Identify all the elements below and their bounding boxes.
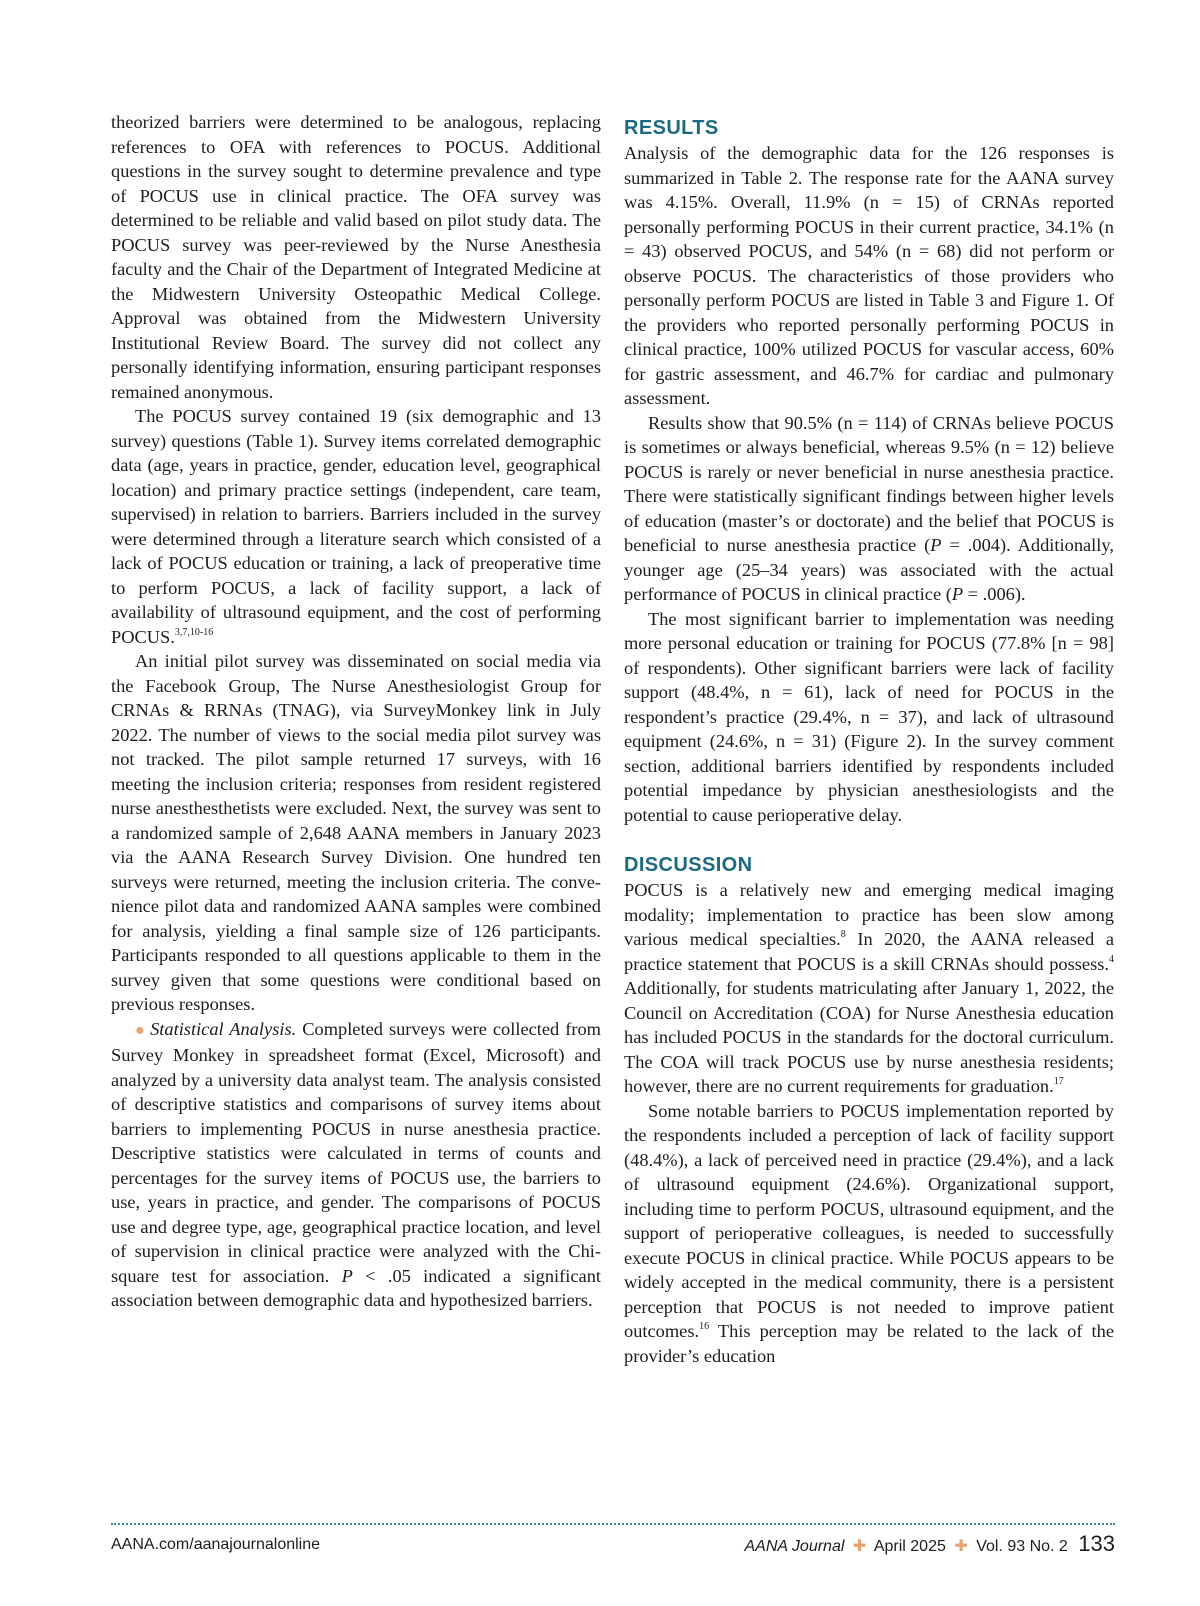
subsection-heading: Statistical Analysis. xyxy=(150,1018,297,1039)
paragraph-methods-continued: theorized barriers were determined to be analogous, replacing references to OFA with references to POCUS. Additional questions in the survey sought to determine prevalence and type of POCUS use in clinical practice. The OFA survey was determined to be reliable and valid based on pilot study data. The POCUS survey was peer-reviewed by the Nurse Anesthesia faculty and the Chair of the Department of Integrated Medicine at the Midwestern University Osteopathic Medical College. Approval was obtained from the Midwestern University Institutional Review Board. The survey did not collect any personally identifying information, ensuring participant responses remained anonymous. xyxy=(111,112,601,402)
citation-ref: 8 xyxy=(840,929,846,940)
left-column xyxy=(111,110,601,1313)
footer-website-link[interactable]: AANA.com/aanajournalonline xyxy=(111,1536,321,1553)
paragraph-discussion-intro: POCUS is a relatively new and emerging medical imaging modality; implementation to practice has been slow among various medical specialties.$^8$ In 2020, the AANA released a practice statement that POCUS is a skill CRNAs should possess.$^4$ Additionally, for students matriculating after January 1, 2022, the Council on Accreditation (COA) for Nurse Anesthesia education has included POCUS in the standards for the doctoral curriculum. The COA will track POCUS use by nurse anesthesia residents; however, there are no current requirements for graduation.$^{17}$ xyxy=(624,880,1114,1096)
page-number: 133 xyxy=(1078,1531,1115,1556)
right-column xyxy=(624,116,1114,1368)
volume: Vol. 93 xyxy=(976,1538,1026,1555)
issue-number: No. 2 xyxy=(1029,1538,1068,1555)
paragraph-pilot-survey: An initial pilot survey was disseminated on social media via the Facebook Group, The Nurse Anesthesiologist Group for CRNAs & RRNAs (TNAG), via SurveyMonkey link in July 2022. The number of views to the social media pilot survey was not tracked. The pilot sample returned 17 surveys, with 16 meeting the inclusion criteria; responses from resident registered nurse anesthesthetists were excluded. Next, the survey was sent to a randomized sample of 2,648 AANA members in January 2023 via the AANA Research Survey Division. One hundred ten surveys were returned, meeting the inclusion criteria. The convenience pilot data and randomized AANA samples were combined for analysis, yielding a final sample size of 126 participants. Participants responded to all questions applicable to them in the survey given that some questions were conditional based on previous responses. xyxy=(111,651,601,1014)
paragraph-statistical-analysis: ● Statistical Analysis. Completed surveys were collected from Survey Monkey in spreadsheet format (Excel, Microsoft) and analyzed by a university data analyst team. The analysis consisted of descriptive statistics and comparisons of survey items about barriers to implementing POCUS in nurse anesthesia practice. Descriptive statistics were calculated in terms of counts and percentages for the survey items of POCUS use, the barriers to use, years in practice, and gender. The comparisons of POCUS use and degree type, age, geographical practice location, and level of supervision in clinical practice were analyzed with the Chi-square test for association. P < .05 indicated a significant association between demographic data and hypothesized barriers. xyxy=(111,1018,602,1310)
citation-ref: 17 xyxy=(1053,1076,1064,1087)
footer-divider xyxy=(111,1523,1115,1525)
discussion-heading: DISCUSSION xyxy=(624,854,753,876)
results-heading: RESULTS xyxy=(624,117,719,139)
citation-ref: 4 xyxy=(1109,953,1114,965)
bullet-icon: ● xyxy=(135,1021,147,1039)
paragraph-discussion-barriers: Some notable barriers to POCUS implementation reported by the respondents included a perception of lack of facility support (48.4%), a lack of perceived need in practice (29.4%), and a lack of ultrasound equipment (24.6%). Organizational support, including time to perform POCUS, ultrasound equipment, and the support of perioperative colleagues, is needed to successfully execute POCUS in clinical practice. While POCUS appears to be widely accepted in the medical community, there is a persistent perception that POCUS is not needed to improve patient outcomes.$^{16}$ This perception may be related to the lack of the provider’s education xyxy=(624,1100,1114,1366)
plus-separator-icon: ✚ xyxy=(954,1538,968,1555)
citation-ref: 3,7,10-16 xyxy=(174,626,214,638)
footer-citation xyxy=(745,1531,1116,1557)
citation-ref: 16 xyxy=(699,1321,710,1332)
paragraph-results-demographics: Analysis of the demographic data for the 126 responses is summarized in Table 2. The response rate for the AANA survey was 4.15%. Overall, 11.9% (n = 15) of CRNAs reported personally performing POCUS in their current practice, 34.1% (n = 43) observed POCUS, and 54% (n = 68) did not perform or observe POCUS. The characteristics of those providers who personally perform POCUS are listed in Table 3 and Figure 1. Of the providers who reported personally performing POCUS in clinical practice, 100% utilized POCUS for vascular access, 60% for gastric assessment, and 46.7% for cardiac and pulmonary assessment. xyxy=(624,143,1114,408)
paragraph-results-barriers: The most significant barrier to implementation was needing more personal education or training for POCUS (77.8% [n = 98] of respondents). Other significant barriers were lack of facility support (48.4%, n = 61), lack of need for POCUS in the respondent’s practice (29.4%, n = 37), and lack of ultrasound equipment (24.6%, n = 31) (Figure 2). In the survey comment section, additional barriers identified by respondents included potential impedance by physician anesthesiologists and the potential to cause perioperative delay. xyxy=(624,608,1114,825)
journal-title: AANA Journal xyxy=(744,1538,845,1555)
plus-separator-icon: ✚ xyxy=(852,1538,867,1555)
issue-date: April 2025 xyxy=(873,1538,946,1555)
paragraph-results-beliefs: Results show that 90.5% (n = 114) of CRNAs believe POCUS is sometimes or always beneficial, whereas 9.5% (n = 12) believe POCUS is rarely or never beneficial in nurse anesthesia practice. There were statistically significant findings between higher levels of education (master’s or doctorate) and the belief that POCUS is beneficial to nurse anesthesia practice (P = .004). Additionally, younger age (25–34 years) was associated with the actual performance of POCUS in clinical practice (P = .006). xyxy=(624,412,1114,604)
paragraph-survey-contents: The POCUS survey contained 19 (six demographic and 13 survey) questions (Table 1). Survey items correlated demographic data (age, years in practice, gender, education level, geographical location) and primary practice settings (independent, care team, supervised) in relation to barriers. Barriers included in the survey were determined through a literature search which consisted of a lack of POCUS education or training, a lack of preoperative time to perform POCUS, a lack of facility support, a lack of availability of ultrasound equipment, and the cost of performing POCUS.$^{3,7,10-16}$ xyxy=(111,406,601,647)
